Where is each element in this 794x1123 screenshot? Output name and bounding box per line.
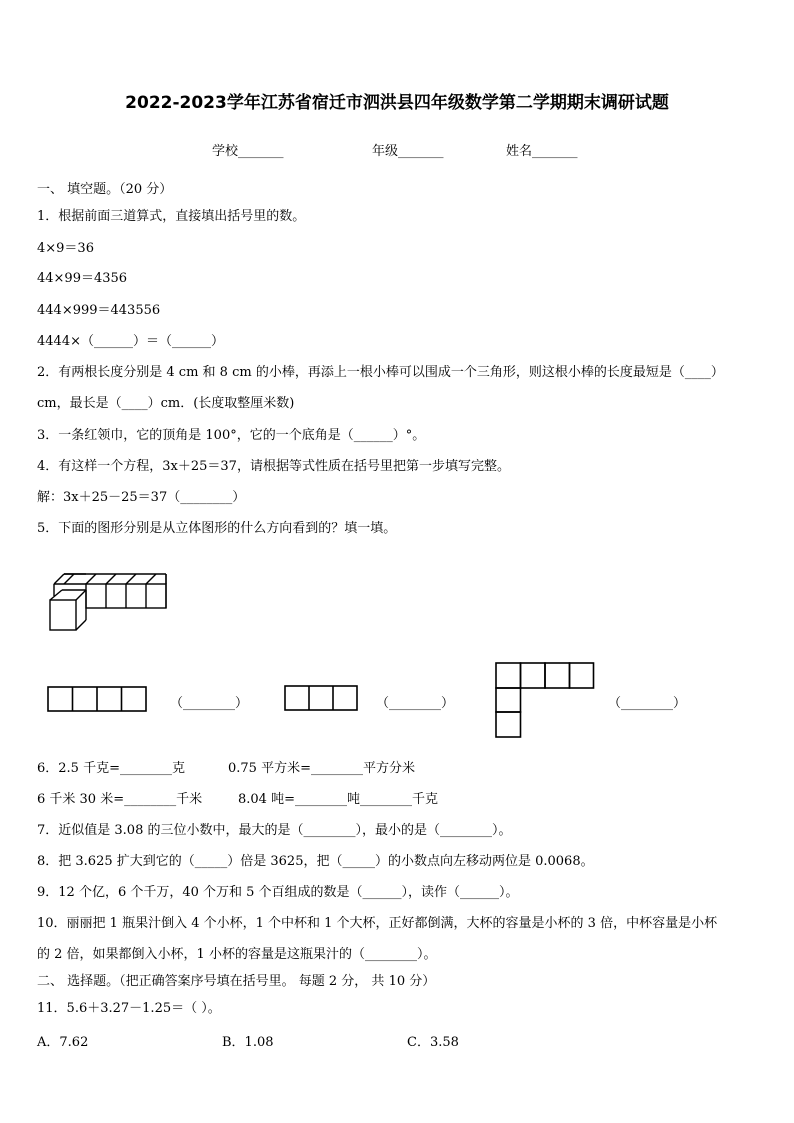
question-11: 11．5.6＋3.27－1.25＝（ ）。	[37, 1001, 221, 1016]
section-2-heading: 二、 选择题。（把正确答案序号填在括号里。 每题 2 分， 共 10 分）	[37, 974, 436, 989]
view-2-answer: （________）	[376, 696, 455, 711]
q1-line-4: 4444×（______）＝（______）	[37, 334, 224, 349]
q11-option-b: B．1.08	[222, 1035, 274, 1050]
question-6-c: 6 千米 30 米=________千米	[37, 792, 203, 807]
q11-option-a: A．7.62	[37, 1035, 89, 1050]
view-3-answer: （________）	[608, 696, 687, 711]
question-8: 8．把 3.625 扩大到它的（_____）倍是 3625，把（_____）的小数点向左移动两位是 0.0068。	[37, 854, 594, 869]
question-9: 9．12 个亿，6 个千万，40 个万和 5 个百组成的数是（______），读作（______）。	[37, 885, 519, 900]
grade-field: 年级_______	[372, 144, 444, 159]
cube-stack-figure	[46, 570, 174, 634]
question-4: 4．有这样一个方程，3x＋25＝37，请根据等式性质在括号里把第一步填写完整。	[37, 459, 510, 474]
page-title: 2022-2023学年江苏省宿迁市泗洪县四年级数学第二学期期末调研试题	[125, 93, 669, 113]
question-6-b: 0.75 平方米=________平方分米	[228, 761, 415, 776]
school-field: 学校_______	[212, 144, 284, 159]
question-2: 2．有两根长度分别是 4 cm 和 8 cm 的小棒，再添上一根小棒可以围成一个三角形，则这根小棒的长度最短是（____）	[37, 365, 724, 380]
view-2-figure	[284, 685, 358, 711]
question-1: 1．根据前面三道算式，直接填出括号里的数。	[37, 209, 306, 224]
q1-line-3: 444×999＝443556	[37, 303, 161, 318]
q1-line-1: 4×9＝36	[37, 241, 94, 256]
question-6-d: 8.04 吨=________吨________千克	[238, 792, 438, 807]
q1-line-2: 44×99＝4356	[37, 271, 128, 286]
question-4-solution: 解：3x＋25－25＝37（________）	[37, 490, 246, 505]
q11-option-c: C．3.58	[407, 1035, 459, 1050]
question-10-cont: 的 2 倍，如果都倒入小杯，1 小杯的容量是这瓶果汁的（________）。	[37, 947, 437, 962]
question-10: 10．丽丽把 1 瓶果汁倒入 4 个小杯，1 个中杯和 1 个大杯，正好都倒满，大杯的容量是小杯的 3 倍，中杯容量是小杯	[37, 916, 718, 931]
view-1-figure	[47, 686, 147, 712]
section-1-heading: 一、 填空题。（20 分）	[37, 182, 173, 197]
question-6-a: 6．2.5 千克=________克	[37, 761, 185, 776]
view-3-figure	[495, 662, 595, 738]
question-3: 3．一条红领巾，它的顶角是 100°，它的一个底角是（______）°。	[37, 428, 426, 443]
question-7: 7．近似值是 3.08 的三位小数中，最大的是（________），最小的是（________）。	[37, 823, 512, 838]
view-1-answer: （________）	[170, 696, 249, 711]
question-2-cont: cm，最长是（____）cm．(长度取整厘米数)	[37, 396, 295, 411]
name-field: 姓名_______	[506, 144, 578, 159]
question-5: 5．下面的图形分别是从立体图形的什么方向看到的？填一填。	[37, 521, 397, 536]
